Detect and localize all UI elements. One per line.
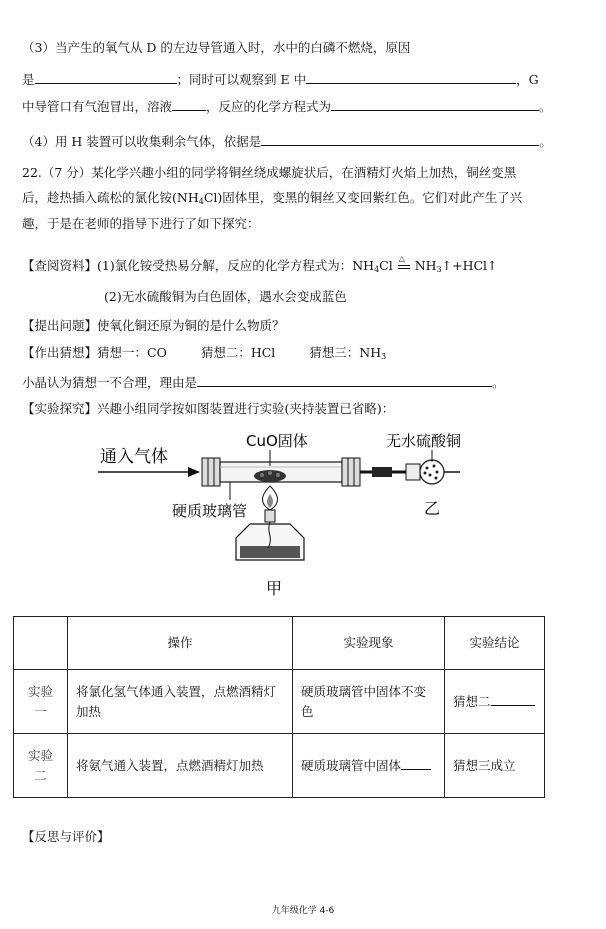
conclusion-cell: 猜想三成立 xyxy=(445,734,545,798)
reject-reason-line: 小晶认为猜想一不合理，理由是 。 xyxy=(22,375,505,390)
observation-cell: 硬质玻璃管中固体 xyxy=(293,734,445,798)
conclusion-cell: 猜想二 xyxy=(445,670,545,734)
experiment-line: 【实验探究】兴趣小组同学按如图装置进行实验(夹持装置已省略)： xyxy=(22,401,395,416)
connecting-tube xyxy=(360,467,406,477)
answer-blank[interactable] xyxy=(35,70,177,84)
answer-blank[interactable] xyxy=(401,756,431,770)
drying-tube xyxy=(406,460,460,484)
table-header-row xyxy=(14,617,545,670)
hypothesis-line: 【作出猜想】猜想一：CO 猜想二：HCl 猜想三：$NH_3$ xyxy=(22,345,387,361)
header-cell: 操作 xyxy=(68,617,293,670)
heat-symbol: △ xyxy=(398,254,405,263)
cuo-label: CuO固体 xyxy=(246,432,308,450)
answer-blank[interactable] xyxy=(197,373,492,387)
gas-in-label: 通入气体 xyxy=(100,447,168,467)
answer-blank[interactable] xyxy=(261,132,539,146)
header-cell: 实验结论 xyxy=(445,617,545,670)
gas-in-arrow xyxy=(98,467,200,477)
table-row xyxy=(14,734,545,798)
left-stopper xyxy=(202,458,220,486)
answer-blank[interactable] xyxy=(491,692,535,706)
experiment-table xyxy=(13,616,545,798)
apparatus-diagram xyxy=(90,420,510,598)
operation-cell: 将氯化氢气体通入装置，点燃酒精灯加热 xyxy=(68,670,293,734)
q22-intro-line1: 22.（7 分）某化学兴趣小组的同学将铜丝绕成螺旋状后，在酒精灯火焰上加热，铜丝变黑 xyxy=(22,165,517,180)
flame xyxy=(263,486,278,510)
experiment-name: 实验一 xyxy=(14,670,68,734)
label-yi: 乙 xyxy=(424,499,441,518)
reference-info-line2: (2)无水硫酸铜为白色固体，遇水会变成蓝色 xyxy=(104,289,347,304)
reflection-heading: 【反思与评价】 xyxy=(22,829,110,844)
header-cell: 实验现象 xyxy=(293,617,445,670)
q21-part4: （4）用 H 装置可以收集剩余气体，依据是 。 xyxy=(22,134,552,149)
q21-part3-line2: 是 ；同时可以观察到 E 中 ，G xyxy=(22,72,539,87)
page-footer: 九年级化学 4-6 xyxy=(271,906,335,916)
answer-blank[interactable] xyxy=(306,70,516,84)
answer-blank[interactable] xyxy=(331,97,539,111)
experiment-name: 实验二 xyxy=(14,734,68,798)
label-jia: 甲 xyxy=(266,579,283,598)
anhydrous-cuso4-label: 无水硫酸铜 xyxy=(386,432,462,450)
glass-tube-label: 硬质玻璃管 xyxy=(172,502,248,520)
cuo-solid xyxy=(254,470,286,482)
q22-intro-line3: 趣，于是在老师的指导下进行了如下探究： xyxy=(22,216,260,231)
right-stopper xyxy=(342,458,360,486)
q22-intro-line2: 后，趁热插入疏松的氯化铵$(NH_4Cl)$固体里，变黑的铜丝又变回紫红色。它们对此产生了兴 xyxy=(22,190,523,206)
question-line: 【提出问题】使氧化铜还原为铜的是什么物质？ xyxy=(22,318,285,333)
q21-part3-line3: 中导管口有气泡冒出，溶液 ，反应的化学方程式为 。 xyxy=(22,99,552,114)
observation-cell: 硬质玻璃管中固体不变色 xyxy=(293,670,445,734)
table-row xyxy=(14,670,545,734)
header-cell xyxy=(14,617,68,670)
reference-info-line1: 【查阅资料】(1)氯化铵受热易分解，反应的化学方程式为：$NH_4Cl$ △ $NH_3↑+HCl↑$ xyxy=(22,258,498,278)
answer-blank[interactable] xyxy=(172,97,206,111)
q21-part3-line1: （3）当产生的氧气从 D 的左边导管通入时，水中的白磷不燃烧，原因 xyxy=(22,40,411,55)
operation-cell: 将氨气通入装置，点燃酒精灯加热 xyxy=(68,734,293,798)
